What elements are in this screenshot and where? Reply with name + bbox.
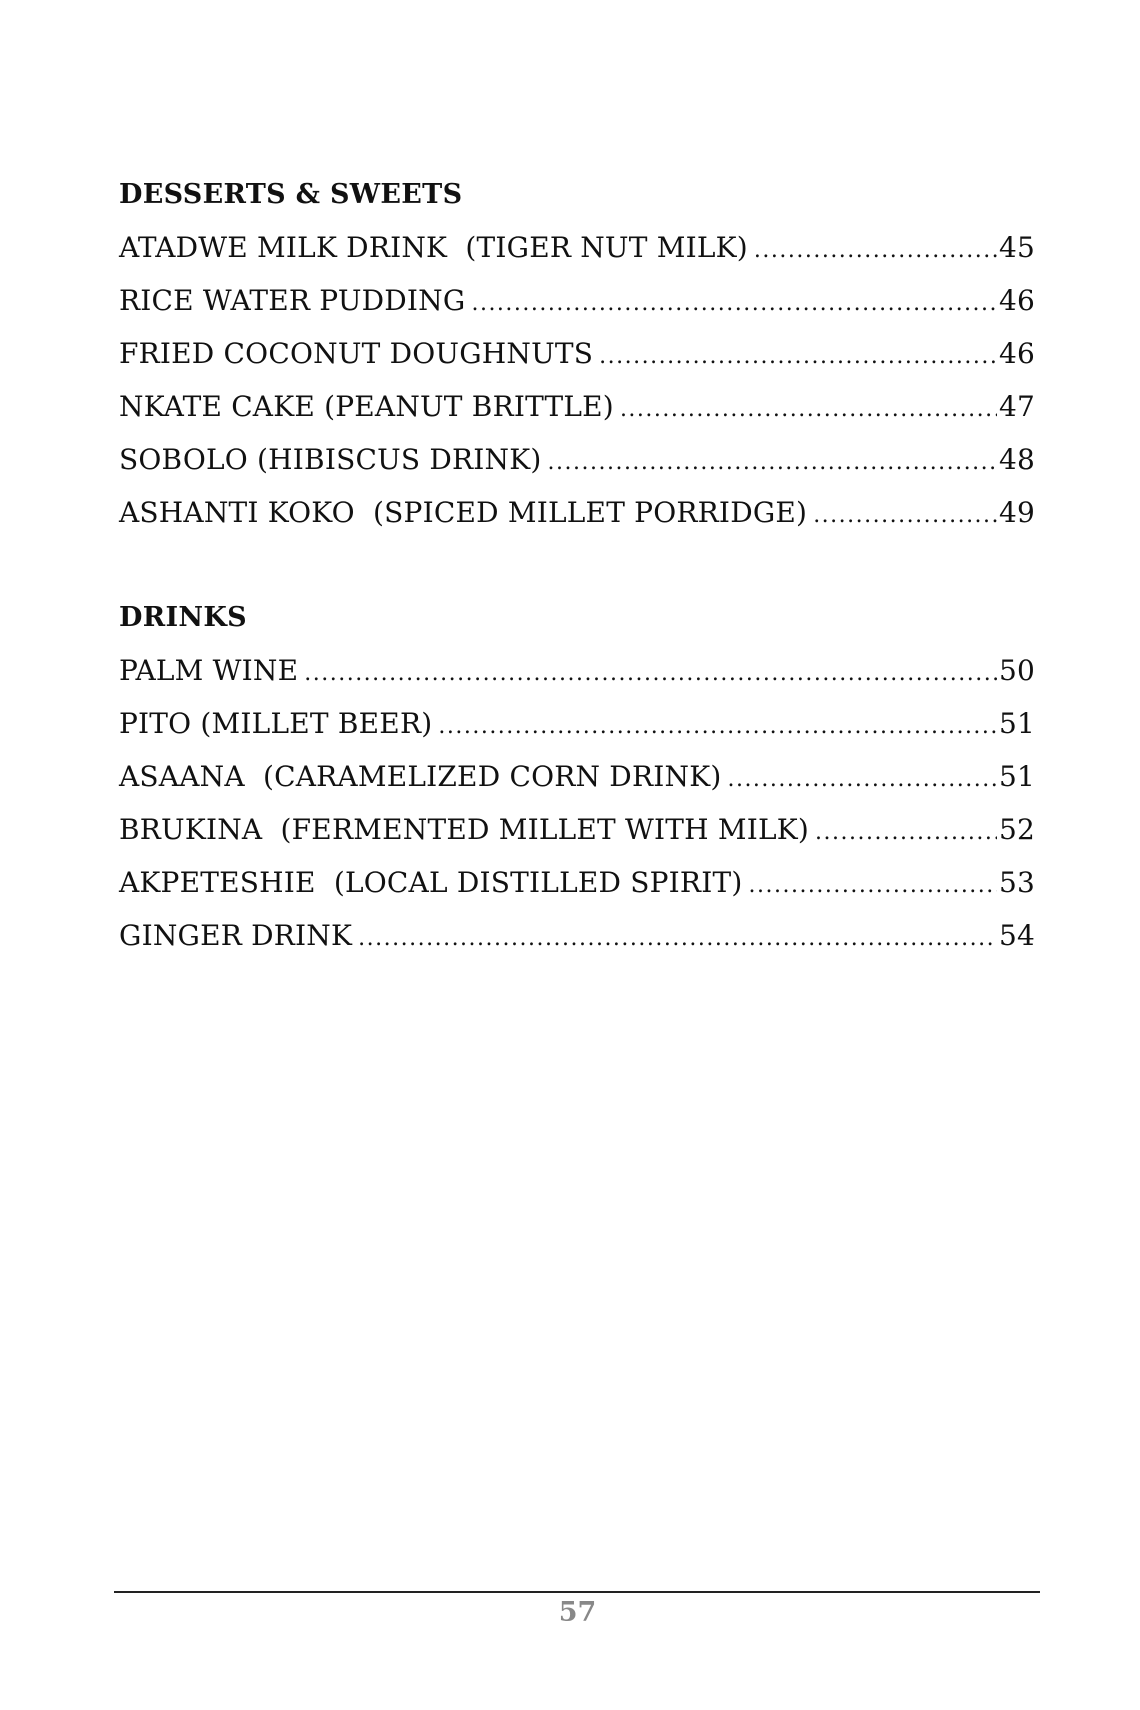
entry-page-number: 48 xyxy=(998,443,1035,476)
entry-title: AKPETESHIE (LOCAL DISTILLED SPIRIT) xyxy=(119,866,743,899)
dot-leader xyxy=(815,806,997,859)
toc-entry xyxy=(119,909,1035,962)
dot-leader xyxy=(748,859,996,912)
toc-entry xyxy=(119,327,1035,380)
dot-leader xyxy=(727,753,997,806)
entry-page-number: 51 xyxy=(998,760,1035,793)
page-number: 57 xyxy=(558,1597,597,1628)
entry-title: PITO (MILLET BEER) xyxy=(119,707,433,740)
entry-page-number: 47 xyxy=(998,390,1035,423)
entry-page-number: 53 xyxy=(998,866,1035,899)
toc-entry xyxy=(119,221,1035,274)
entry-page-number: 46 xyxy=(998,284,1035,317)
entry-title: ATADWE MILK DRINK (TIGER NUT MILK) xyxy=(119,231,748,264)
entry-title: SOBOLO (HIBISCUS DRINK) xyxy=(119,443,542,476)
entry-title: RICE WATER PUDDING xyxy=(119,284,466,317)
dot-leader xyxy=(548,436,997,489)
dot-leader xyxy=(754,224,997,277)
entry-title: NKATE CAKE (PEANUT BRITTLE) xyxy=(119,390,614,423)
entry-title: PALM WINE xyxy=(119,654,299,687)
entry-title: BRUKINA (FERMENTED MILLET WITH MILK) xyxy=(119,813,810,846)
dot-leader xyxy=(358,912,997,965)
toc-entry xyxy=(119,486,1035,539)
toc-section-desserts xyxy=(119,168,1035,539)
dot-leader xyxy=(471,277,997,330)
toc-section-drinks xyxy=(119,591,1035,962)
entry-page-number: 50 xyxy=(998,654,1035,687)
dot-leader xyxy=(620,383,997,436)
entry-title: FRIED COCONUT DOUGHNUTS xyxy=(119,337,594,370)
table-of-contents xyxy=(119,168,1035,962)
toc-entry xyxy=(119,803,1035,856)
toc-entry xyxy=(119,644,1035,697)
toc-entry xyxy=(119,750,1035,803)
entry-page-number: 45 xyxy=(998,231,1035,264)
toc-entry xyxy=(119,856,1035,909)
entry-page-number: 49 xyxy=(998,496,1035,529)
dot-leader xyxy=(304,647,997,700)
toc-entry xyxy=(119,380,1035,433)
entry-title: ASHANTI KOKO (SPICED MILLET PORRIDGE) xyxy=(119,496,808,529)
entry-page-number: 46 xyxy=(998,337,1035,370)
entry-title: GINGER DRINK xyxy=(119,919,353,952)
section-heading: DRINKS xyxy=(119,602,247,633)
entry-title: ASAANA (CARAMELIZED CORN DRINK) xyxy=(119,760,722,793)
section-heading: DESSERTS & SWEETS xyxy=(119,179,463,210)
dot-leader xyxy=(438,700,997,753)
entry-page-number: 54 xyxy=(998,919,1035,952)
toc-entry xyxy=(119,433,1035,486)
dot-leader xyxy=(813,489,997,542)
section-spacer xyxy=(119,539,1035,591)
footer-divider xyxy=(114,1591,1040,1593)
toc-entry xyxy=(119,697,1035,750)
toc-entry xyxy=(119,274,1035,327)
entry-page-number: 51 xyxy=(998,707,1035,740)
entry-page-number: 52 xyxy=(998,813,1035,846)
dot-leader xyxy=(599,330,997,383)
